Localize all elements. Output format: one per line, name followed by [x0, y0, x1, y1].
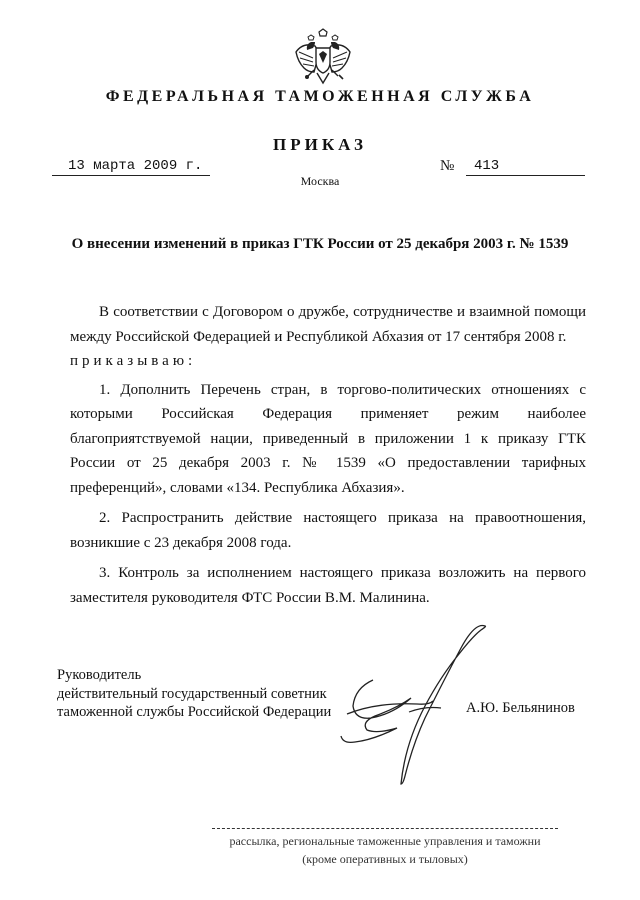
order-item-2: 2. Распространить действие настоящего приказа на правоотношения, возникшие с 23 декабря 2008 года. — [70, 510, 586, 551]
signatory-title-line-1: Руководитель — [57, 667, 142, 683]
signatory-name: А.Ю. Бельянинов — [466, 700, 575, 716]
signatory-title-line-2: действительный государственный советник — [57, 685, 327, 702]
order-date: 13 марта 2009 г. — [52, 158, 210, 176]
distribution-line-2: (кроме оперативных и тыловых) — [302, 852, 468, 866]
footer-divider — [212, 828, 558, 829]
signatory-title-line-3: таможенной службы Российской Федерации — [57, 704, 332, 720]
order-item-3: 3. Контроль за исполнением настоящего приказа возложить на первого заместителя руководителя ФТС России В.М. Малинина. — [70, 565, 586, 606]
distribution-line-1: рассылка, региональные таможенные управления и таможни — [229, 834, 541, 848]
order-subject: О внесении изменений в приказ ГТК России от 25 декабря 2003 г. № 1539 — [71, 236, 569, 252]
document-type-title: ПРИКАЗ — [273, 135, 367, 154]
signatory-title — [57, 666, 331, 722]
order-number-label: № — [440, 158, 455, 174]
issue-city: Москва — [300, 174, 340, 188]
order-item-1: 1. Дополнить Перечень стран, в торгово-политических отношениях с которыми Российская Федерация применяет режим наиболее благоприятствуемой нации, приведенный в приложении 1 к приказу ГТК России от 25 декабря 2003 г. № 1539 «О предоставлении тарифных преференций», словами «134. Республика Абхазия». — [70, 381, 586, 496]
agency-name: ФЕДЕРАЛЬНАЯ ТАМОЖЕННАЯ СЛУЖБА — [105, 88, 535, 105]
order-number: 413 — [466, 158, 585, 176]
preamble-paragraph: В соответствии с Договором о дружбе, сотрудничестве и взаимной помощи между Российской Федерацией и Республикой Абхазия от 17 сентября 2008 г. — [70, 304, 586, 345]
order-word: приказываю: — [70, 353, 197, 369]
russian-coat-of-arms-icon — [294, 28, 352, 86]
order-body — [70, 300, 586, 610]
